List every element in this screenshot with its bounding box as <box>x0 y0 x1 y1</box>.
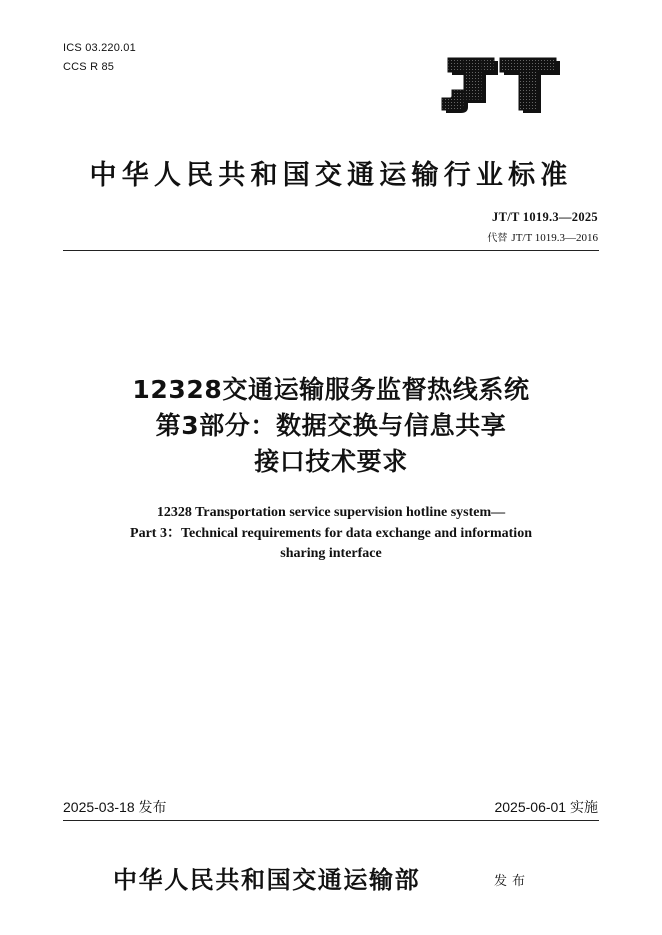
standard-number: JT/T 1019.3—2025 <box>492 210 598 224</box>
replaces-number: JT/T 1019.3—2016 <box>511 232 598 244</box>
title-en-line-1: 12328 Transportation service supervision hotline system— <box>156 505 506 520</box>
top-divider <box>63 250 599 251</box>
publish-label: 发布 <box>494 874 531 889</box>
title-cn-line-2: 第3部分：数据交换与信息共享 <box>155 411 507 440</box>
title-cn-line-3: 接口技术要求 <box>254 447 408 476</box>
replaces-label: 代替 <box>487 233 508 244</box>
jt-logo <box>438 56 562 118</box>
implementation-date: 2025-06-01 实施 <box>494 799 598 815</box>
title-cn-line-1: 12328交通运输服务监督热线系统 <box>132 375 530 404</box>
replaces-line <box>487 229 598 244</box>
title-en-line-2: Part 3：Technical requirements for data exchange and information <box>130 526 532 541</box>
title-en-line-3: sharing interface <box>280 546 382 561</box>
issue-date: 2025-03-18 发布 <box>63 799 167 815</box>
bottom-divider <box>63 820 599 821</box>
standard-type-title: 中华人民共和国交通运输行业标准 <box>89 160 573 191</box>
ccs-code: CCS R 85 <box>63 61 115 73</box>
publisher-name: 中华人民共和国交通运输部 <box>113 865 421 894</box>
ics-code: ICS 03.220.01 <box>63 42 136 54</box>
